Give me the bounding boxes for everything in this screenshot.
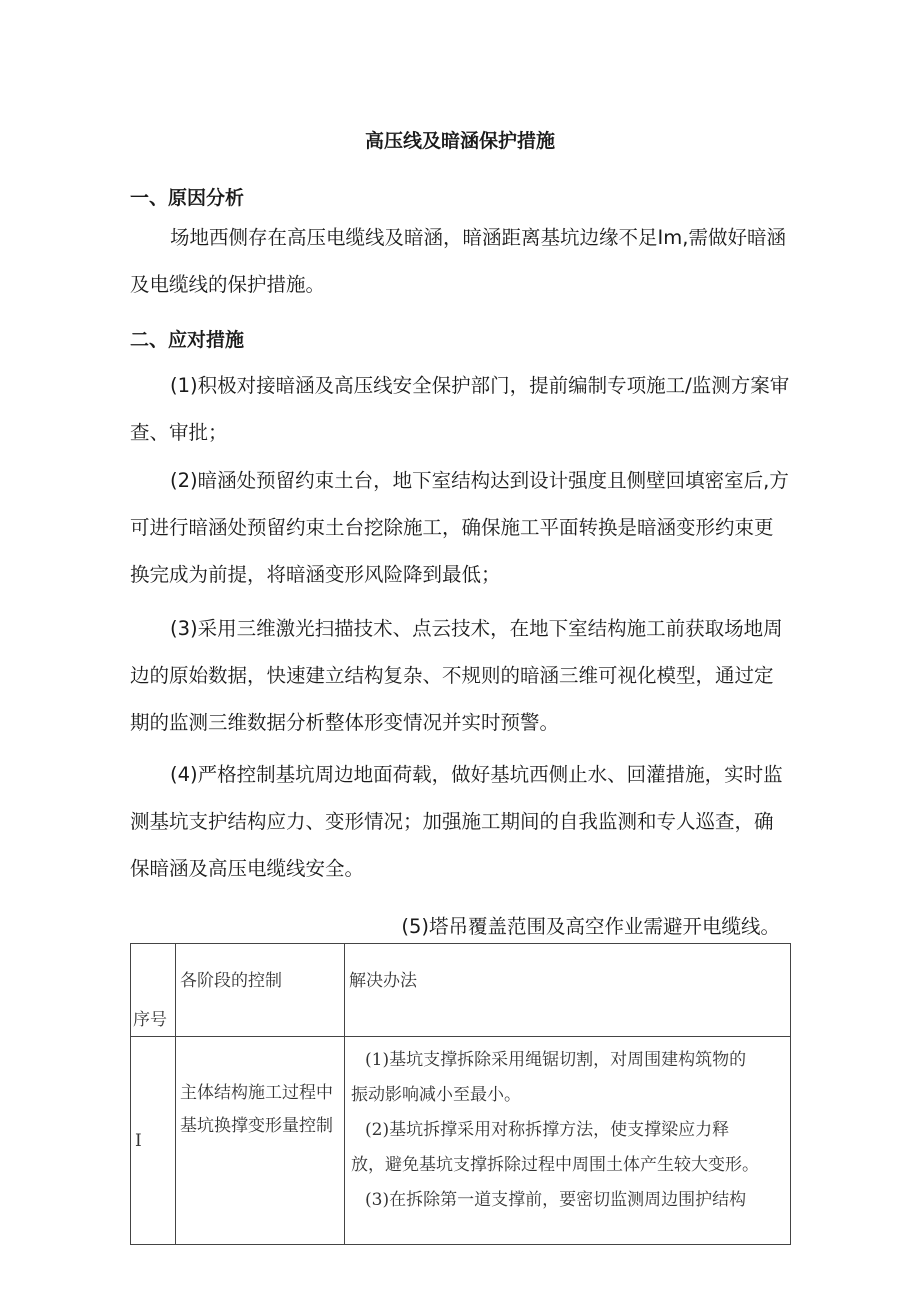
row-stage-control: 主体结构施工过程中基坑换撑变形量控制: [176, 1037, 345, 1245]
header-serial-number: 序号: [131, 944, 176, 1037]
solution-line: (3)在拆除第一道支撑前，要密切监测周边围护结构: [365, 1190, 747, 1210]
document-title: 高压线及暗涵保护措施: [364, 130, 555, 152]
row-solution: [345, 1037, 791, 1245]
control-measures-table: [130, 943, 791, 1245]
countermeasure-item-2: (2)暗涵处预留约束土台，地下室结构达到设计强度且侧壁回填密室后,方可进行暗涵处预留约束土台挖除施工，确保施工平面转换是暗涵变形约束更换完成为前提，将暗涵变形风险降到最低；: [130, 469, 789, 586]
table-row: [131, 1037, 791, 1245]
section-heading-countermeasures: 二、应对措施: [130, 329, 245, 351]
solution-line: 放，避免基坑支撑拆除过程中周围土体产生较大变形。: [351, 1155, 759, 1175]
solution-line: (2)基坑拆撑采用对称拆撑方法，使支撑梁应力释: [365, 1120, 730, 1140]
solution-line: 振动影响减小至最小。: [351, 1085, 521, 1105]
countermeasure-item-4: (4)严格控制基坑周边地面荷载，做好基坑西侧止水、回灌措施，实时监测基坑支护结构应力、变形情况；加强施工期间的自我监测和专人巡查，确保暗涵及高压电缆线安全。: [130, 763, 783, 880]
countermeasure-item-3: (3)采用三维激光扫描技术、点云技术，在地下室结构施工前获取场地周边的原始数据，快速建立结构复杂、不规则的暗涵三维可视化模型，通过定期的监测三维数据分析整体形变情况并实时预警。: [130, 617, 783, 734]
solution-line: (1)基坑支撑拆除采用绳锯切割，对周围建构筑物的: [365, 1050, 747, 1070]
section-heading-cause-analysis: 一、原因分析: [130, 187, 245, 209]
countermeasure-item-1: (1)积极对接暗涵及高压线安全保护部门，提前编制专项施工/监测方案审查、审批；: [130, 374, 790, 444]
header-stage-control: 各阶段的控制: [176, 944, 345, 1037]
header-solution: 解决办法: [345, 944, 791, 1037]
row-serial-number: I: [131, 1037, 176, 1245]
countermeasure-item-5: (5)塔吊覆盖范围及高空作业需避开电缆线。: [401, 915, 780, 938]
cause-analysis-paragraph: 场地西侧存在高压电缆线及暗涵，暗涵距离基坑边缘不足Im,需做好暗涵及电缆线的保护措施。: [130, 226, 786, 296]
table-header-row: [131, 944, 791, 1037]
